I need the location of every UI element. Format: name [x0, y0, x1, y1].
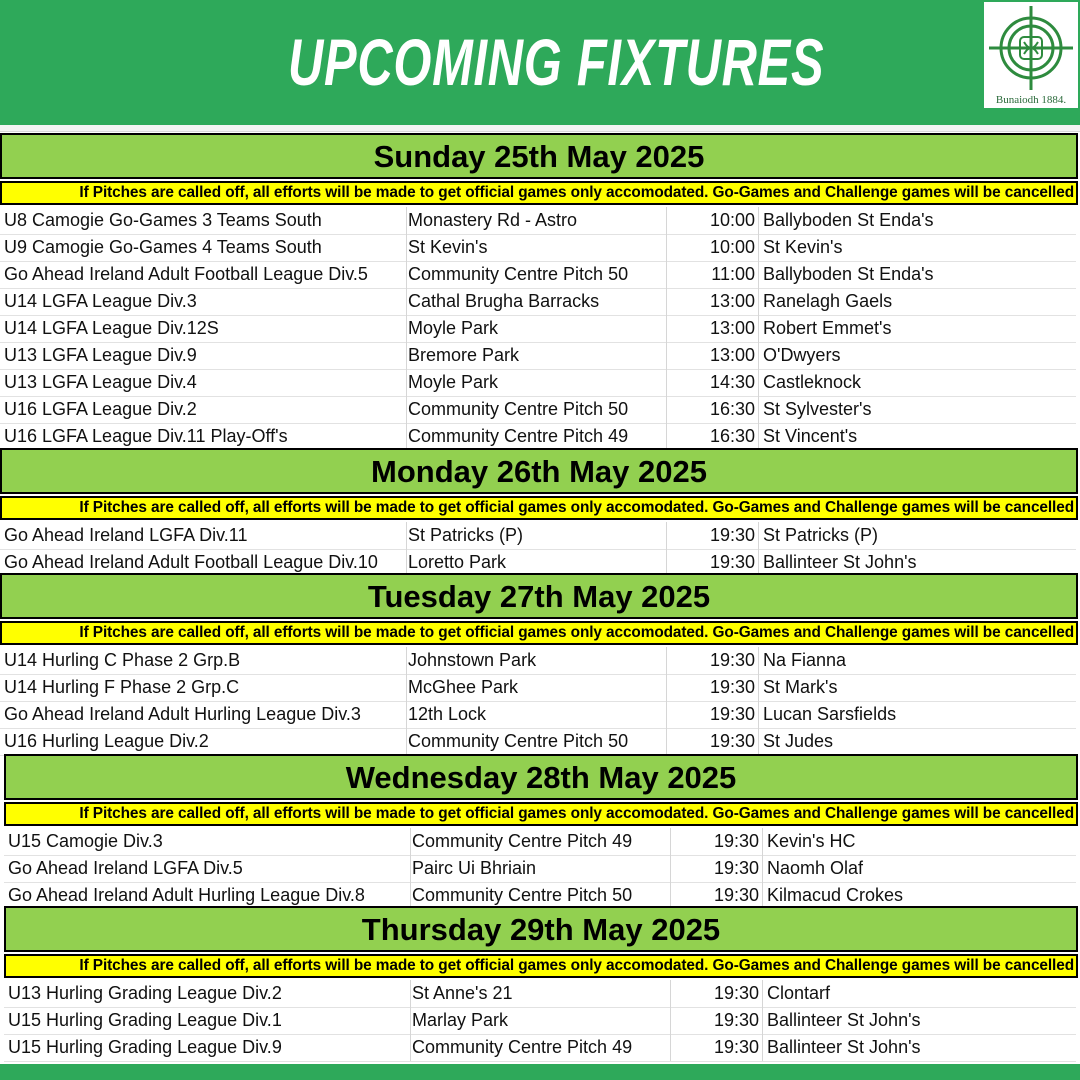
fixture-competition: [4, 261, 400, 288]
sheet-top-strip: [0, 125, 1080, 132]
fixture-time-text: 14:30: [709, 372, 755, 392]
fixture-venue: [410, 882, 669, 909]
fixture-row: [0, 342, 1076, 370]
crest-graphic: [984, 2, 1078, 94]
fixture-venue: [406, 207, 665, 234]
fixture-time: [670, 882, 759, 909]
fixture-competition-text: U14 Hurling F Phase 2 Grp.C: [4, 677, 240, 697]
fixture-competition: [4, 549, 400, 576]
fixture-time-text: 19:30: [713, 1037, 759, 1057]
day-title: Sunday 25th May 2025: [0, 133, 1078, 179]
fixture-venue-text: St Patricks (P): [408, 525, 524, 545]
fixture-competition-text: U14 LGFA League Div.12S: [4, 318, 219, 338]
fixture-home-text: Ballinteer St John's: [767, 1010, 921, 1030]
fixture-time-text: 10:00: [709, 210, 755, 230]
fixture-venue: [406, 674, 665, 701]
fixture-home-text: Ranelagh Gaels: [763, 291, 893, 311]
fixture-competition-text: Go Ahead Ireland LGFA Div.11: [4, 525, 248, 545]
fixture-row: [0, 728, 1076, 756]
fixture-time: [666, 701, 755, 728]
fixture-venue: [406, 549, 665, 576]
fixture-time: [670, 1007, 759, 1034]
fixture-competition-text: U13 LGFA League Div.4: [4, 372, 197, 392]
fixture-competition-text: U15 Hurling Grading League Div.1: [8, 1010, 282, 1030]
fixture-time-text: 19:30: [709, 552, 755, 572]
fixture-venue-text: St Anne's 21: [412, 983, 513, 1003]
fixture-competition-text: U8 Camogie Go-Games 3 Teams South: [4, 210, 322, 230]
fixture-home-text: St Judes: [763, 731, 834, 751]
fixture-venue: [406, 728, 665, 755]
fixture-competition-text: Go Ahead Ireland Adult Hurling League Div.8: [8, 885, 365, 905]
fixture-home-text: Lucan Sarsfields: [763, 704, 897, 724]
fixture-competition-text: Go Ahead Ireland Adult Football League Div.10: [4, 552, 378, 572]
day-notice-text: If Pitches are called off, all efforts will be made to get official games only accomodated. Go-Games and Challenge games will be cancelled: [79, 624, 1074, 641]
fixture-venue: [406, 288, 665, 315]
fixture-time: [666, 423, 755, 450]
fixture-venue: [410, 828, 669, 855]
fixture-home-text: St Mark's: [763, 677, 838, 697]
fixture-competition: [4, 674, 400, 701]
day-notice: [0, 181, 1078, 205]
fixture-competition: [4, 423, 400, 450]
fixture-home: [758, 549, 1080, 576]
fixture-venue: [406, 647, 665, 674]
fixture-competition: [8, 855, 404, 882]
fixture-time-text: 11:00: [711, 264, 755, 284]
header-banner: [0, 0, 1080, 125]
fixture-time-text: 13:00: [709, 318, 755, 338]
fixture-competition-text: Go Ahead Ireland Adult Hurling League Div.3: [4, 704, 361, 724]
fixture-time: [670, 855, 759, 882]
fixture-time-text: 19:30: [713, 858, 759, 878]
day-notice-text: If Pitches are called off, all efforts will be made to get official games only accomodated. Go-Games and Challenge games will be cancelled: [79, 805, 1074, 822]
fixture-row: [0, 369, 1076, 397]
fixture-row: [0, 261, 1076, 289]
fixture-time-text: 13:00: [709, 345, 755, 365]
fixture-competition-text: Go Ahead Ireland Adult Football League Div.5: [4, 264, 368, 284]
fixture-home: [762, 828, 1080, 855]
fixture-venue: [406, 423, 665, 450]
fixture-home: [758, 647, 1080, 674]
fixture-time-text: 19:30: [713, 983, 759, 1003]
fixture-time-text: 19:30: [709, 677, 755, 697]
day-notice: [4, 802, 1078, 826]
fixture-competition-text: U15 Camogie Div.3: [8, 831, 163, 851]
day-notice-text: If Pitches are called off, all efforts will be made to get official games only accomodated. Go-Games and Challenge games will be cancelled: [79, 499, 1074, 516]
fixture-venue-text: Marlay Park: [412, 1010, 509, 1030]
fixture-competition: [8, 1007, 404, 1034]
fixture-venue-text: Community Centre Pitch 50: [408, 399, 629, 419]
fixture-home: [758, 342, 1080, 369]
fixture-home: [758, 674, 1080, 701]
fixture-time: [666, 674, 755, 701]
fixture-row: [0, 207, 1076, 235]
fixture-venue: [406, 522, 665, 549]
fixture-home-text: O'Dwyers: [763, 345, 841, 365]
day-notice-text: If Pitches are called off, all efforts will be made to get official games only accomodated. Go-Games and Challenge games will be cancelled: [79, 957, 1074, 974]
fixture-row: [4, 1007, 1076, 1035]
fixture-home-text: Ballyboden St Enda's: [763, 264, 934, 284]
fixture-venue-text: Johnstown Park: [408, 650, 537, 670]
fixture-venue-text: Pairc Ui Bhriain: [412, 858, 537, 878]
fixture-home-text: Castleknock: [763, 372, 862, 392]
fixture-time: [666, 261, 755, 288]
fixture-home-text: Ballinteer St John's: [767, 1037, 921, 1057]
fixture-time-text: 19:30: [709, 704, 755, 724]
fixture-time-text: 16:30: [709, 399, 755, 419]
fixture-venue-text: Loretto Park: [408, 552, 507, 572]
fixture-row: [4, 980, 1076, 1008]
fixture-time: [666, 342, 755, 369]
fixture-competition: [4, 396, 400, 423]
page-title: UPCOMING FIXTURES: [288, 25, 825, 99]
fixture-row: [0, 701, 1076, 729]
fixture-home: [758, 701, 1080, 728]
fixture-home-text: Naomh Olaf: [767, 858, 864, 878]
day-title: Monday 26th May 2025: [0, 448, 1078, 494]
fixture-competition: [8, 882, 404, 909]
fixture-time: [666, 315, 755, 342]
day-notice: [0, 621, 1078, 645]
fixture-home: [758, 396, 1080, 423]
fixture-home: [758, 369, 1080, 396]
fixture-time: [670, 1034, 759, 1061]
fixture-venue-text: Community Centre Pitch 50: [408, 264, 629, 284]
fixture-competition: [4, 701, 400, 728]
fixture-home: [758, 261, 1080, 288]
fixture-home-text: St Patricks (P): [763, 525, 879, 545]
fixture-home-text: Na Fianna: [763, 650, 847, 670]
gaa-crest-icon: [984, 2, 1078, 108]
fixture-competition-text: U16 LGFA League Div.11 Play-Off's: [4, 426, 288, 446]
fixture-competition: [4, 522, 400, 549]
fixture-time: [666, 647, 755, 674]
day-title: Wednesday 28th May 2025: [4, 754, 1078, 800]
fixture-row: [0, 674, 1076, 702]
fixture-competition-text: U14 Hurling C Phase 2 Grp.B: [4, 650, 241, 670]
footer-bar: [0, 1064, 1080, 1080]
fixture-home-text: Robert Emmet's: [763, 318, 892, 338]
fixture-competition: [4, 342, 400, 369]
fixture-competition: [4, 647, 400, 674]
fixture-venue: [410, 1034, 669, 1061]
fixture-competition-text: U9 Camogie Go-Games 4 Teams South: [4, 237, 322, 257]
fixture-venue-text: Community Centre Pitch 49: [412, 1037, 633, 1057]
fixture-competition-text: U14 LGFA League Div.3: [4, 291, 197, 311]
day-notice-text: If Pitches are called off, all efforts will be made to get official games only accomodated. Go-Games and Challenge games will be cancelled: [79, 184, 1074, 201]
logo-caption: Bunaiodh 1884.: [995, 94, 1067, 106]
fixture-venue-text: 12th Lock: [408, 704, 487, 724]
fixture-competition-text: Go Ahead Ireland LGFA Div.5: [8, 858, 243, 878]
fixture-venue-text: Community Centre Pitch 49: [412, 831, 633, 851]
fixture-competition-text: U13 Hurling Grading League Div.2: [8, 983, 282, 1003]
fixture-time-text: 19:30: [713, 885, 759, 905]
fixture-competition-text: U16 Hurling League Div.2: [4, 731, 209, 751]
fixture-time: [666, 549, 755, 576]
fixture-time: [666, 396, 755, 423]
fixture-time-text: 19:30: [709, 650, 755, 670]
fixture-time: [666, 522, 755, 549]
fixture-competition: [8, 828, 404, 855]
fixture-home: [758, 234, 1080, 261]
fixture-home-text: Clontarf: [767, 983, 831, 1003]
fixture-home-text: Kevin's HC: [767, 831, 856, 851]
fixture-home-text: St Kevin's: [763, 237, 843, 257]
day-notice: [4, 954, 1078, 978]
fixture-competition-text: U13 LGFA League Div.9: [4, 345, 197, 365]
fixture-home: [758, 315, 1080, 342]
fixture-time-text: 16:30: [709, 426, 755, 446]
fixture-competition: [4, 728, 400, 755]
fixture-venue: [406, 342, 665, 369]
fixture-row: [0, 234, 1076, 262]
day-title: Thursday 29th May 2025: [4, 906, 1078, 952]
fixture-home: [762, 1034, 1080, 1061]
fixture-venue: [406, 369, 665, 396]
fixture-time-text: 10:00: [709, 237, 755, 257]
fixture-home: [758, 288, 1080, 315]
fixture-venue: [410, 980, 669, 1007]
fixture-row: [0, 522, 1076, 550]
fixture-home-text: St Vincent's: [763, 426, 858, 446]
fixture-home: [762, 1007, 1080, 1034]
fixture-time-text: 19:30: [713, 831, 759, 851]
fixture-venue-text: Moyle Park: [408, 372, 499, 392]
fixture-venue-text: St Kevin's: [408, 237, 488, 257]
fixture-venue: [410, 855, 669, 882]
fixture-row: [0, 423, 1076, 451]
fixture-venue-text: Bremore Park: [408, 345, 520, 365]
fixture-venue: [406, 261, 665, 288]
fixture-time: [666, 728, 755, 755]
fixture-home-text: St Sylvester's: [763, 399, 872, 419]
fixture-row: [0, 288, 1076, 316]
fixture-home: [758, 728, 1080, 755]
fixture-venue-text: Community Centre Pitch 50: [408, 731, 629, 751]
fixture-competition: [4, 207, 400, 234]
fixture-row: [0, 315, 1076, 343]
fixtures-sheet: [0, 125, 1080, 1065]
fixture-competition: [4, 369, 400, 396]
fixture-venue: [406, 315, 665, 342]
fixture-venue-text: Community Centre Pitch 49: [408, 426, 629, 446]
fixture-venue-text: Community Centre Pitch 50: [412, 885, 633, 905]
fixture-home-text: Kilmacud Crokes: [767, 885, 904, 905]
fixture-row: [4, 828, 1076, 856]
fixture-competition: [8, 980, 404, 1007]
fixture-row: [4, 855, 1076, 883]
fixture-competition: [4, 315, 400, 342]
day-notice: [0, 496, 1078, 520]
fixture-home: [758, 207, 1080, 234]
fixture-time-text: 19:30: [709, 525, 755, 545]
fixture-competition: [8, 1034, 404, 1061]
fixture-time-text: 19:30: [713, 1010, 759, 1030]
fixture-home-text: Ballyboden St Enda's: [763, 210, 934, 230]
fixture-competition-text: U15 Hurling Grading League Div.9: [8, 1037, 282, 1057]
fixture-venue: [406, 701, 665, 728]
fixture-time-text: 13:00: [709, 291, 755, 311]
fixture-home: [762, 980, 1080, 1007]
day-title: Tuesday 27th May 2025: [0, 573, 1078, 619]
fixture-home: [762, 855, 1080, 882]
fixture-venue: [406, 396, 665, 423]
fixture-row: [0, 396, 1076, 424]
fixture-time: [670, 980, 759, 1007]
fixture-home: [758, 522, 1080, 549]
fixture-time: [666, 369, 755, 396]
fixture-time-text: 19:30: [709, 731, 755, 751]
fixture-competition: [4, 288, 400, 315]
fixture-row: [0, 647, 1076, 675]
fixture-venue-text: McGhee Park: [408, 677, 519, 697]
fixture-venue: [410, 1007, 669, 1034]
fixture-venue-text: Moyle Park: [408, 318, 499, 338]
fixture-home: [762, 882, 1080, 909]
fixture-venue-text: Monastery Rd - Astro: [408, 210, 578, 230]
fixture-home-text: Ballinteer St John's: [763, 552, 917, 572]
fixture-competition-text: U16 LGFA League Div.2: [4, 399, 197, 419]
fixture-time: [666, 288, 755, 315]
fixture-competition: [4, 234, 400, 261]
fixture-venue-text: Cathal Brugha Barracks: [408, 291, 600, 311]
fixture-time: [670, 828, 759, 855]
fixture-time: [666, 234, 755, 261]
fixture-time: [666, 207, 755, 234]
fixture-row: [4, 1034, 1076, 1062]
fixture-venue: [406, 234, 665, 261]
fixture-home: [758, 423, 1080, 450]
